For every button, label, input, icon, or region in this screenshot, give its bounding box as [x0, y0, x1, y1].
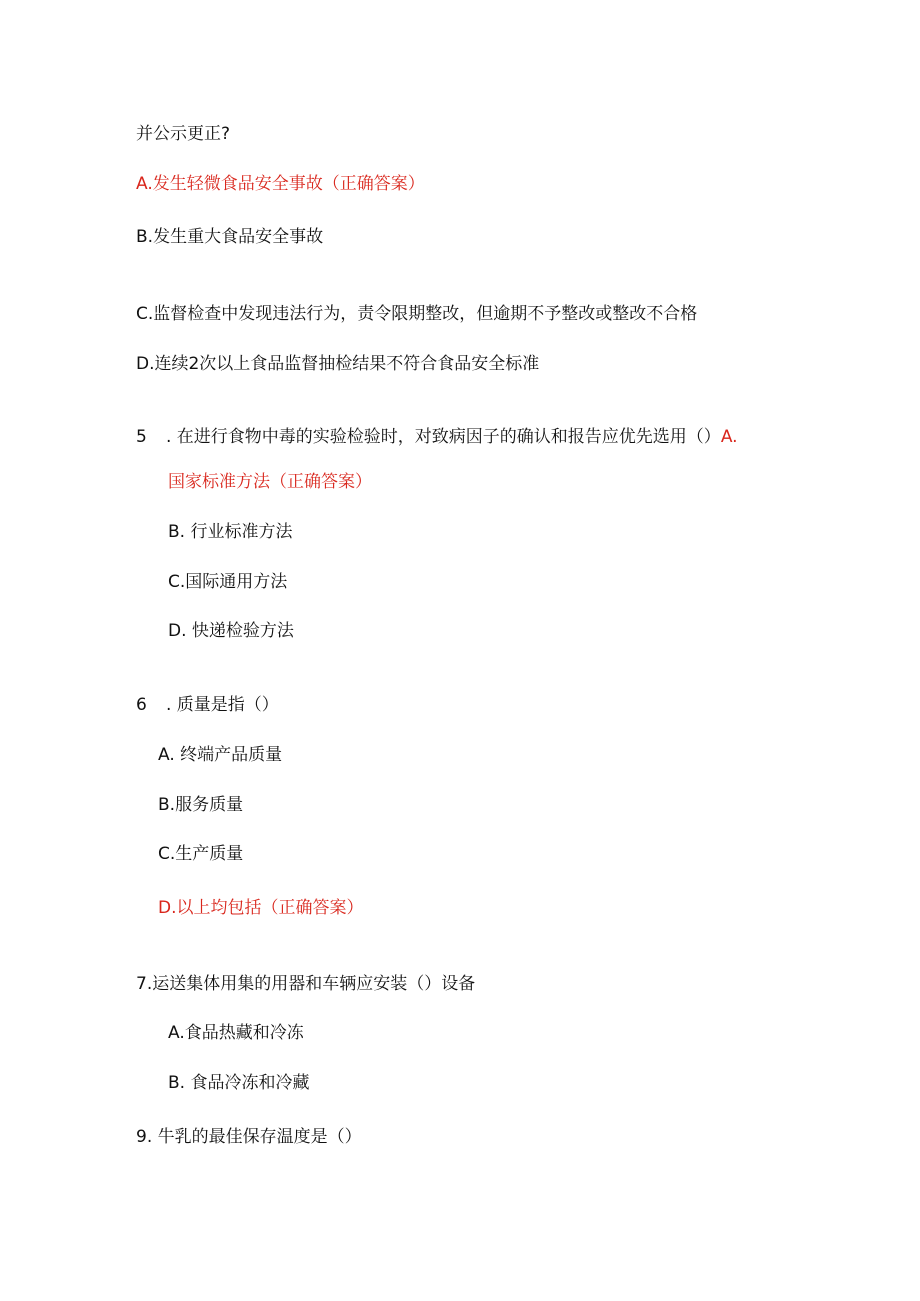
q5-answer-tail: 国家标准方法（正确答案） [168, 472, 372, 492]
q4-option-c: C.监督检查中发现违法行为，责令限期整改，但逾期不予整改或整改不合格 [136, 304, 698, 324]
q7-option-b: B. 食品冷冻和冷藏 [168, 1073, 310, 1093]
q5-option-d: D. 快递检验方法 [168, 621, 294, 641]
q6-option-d: D.以上均包括（正确答案） [158, 898, 364, 918]
q6-option-b: B.服务质量 [158, 795, 244, 815]
q5-stem-text: . 在进行食物中毒的实验检验时，对致病因子的确认和报告应优先选用（） [166, 427, 721, 447]
q7-stem: 7.运送集体用集的用器和车辆应安装（）设备 [136, 974, 476, 994]
q5-option-c: C.国际通用方法 [168, 572, 288, 592]
q5-number: 5 [136, 427, 147, 447]
q6-option-a: A. 终端产品质量 [158, 745, 283, 765]
q4-option-a: A.发生轻微食品安全事故（正确答案） [136, 174, 425, 194]
q5-answer-head: A. [720, 427, 738, 447]
q6-number: 6 [136, 695, 147, 715]
q6-stem-text: . 质量是指（） [166, 695, 279, 715]
q9-stem: 9. 牛乳的最佳保存温度是（） [136, 1127, 362, 1147]
q6-stem [136, 693, 279, 717]
q7-option-a: A.食品热藏和冷冻 [168, 1023, 304, 1043]
q6-option-c: C.生产质量 [158, 844, 244, 864]
q4-option-b: B.发生重大食品安全事故 [136, 227, 324, 247]
q4-stem-tail: 并公示更正? [136, 124, 231, 144]
q4-option-d: D.连续2次以上食品监督抽检结果不符合食品安全标准 [136, 354, 540, 374]
q5-stem [136, 425, 738, 449]
q5-option-b: B. 行业标准方法 [168, 522, 293, 542]
